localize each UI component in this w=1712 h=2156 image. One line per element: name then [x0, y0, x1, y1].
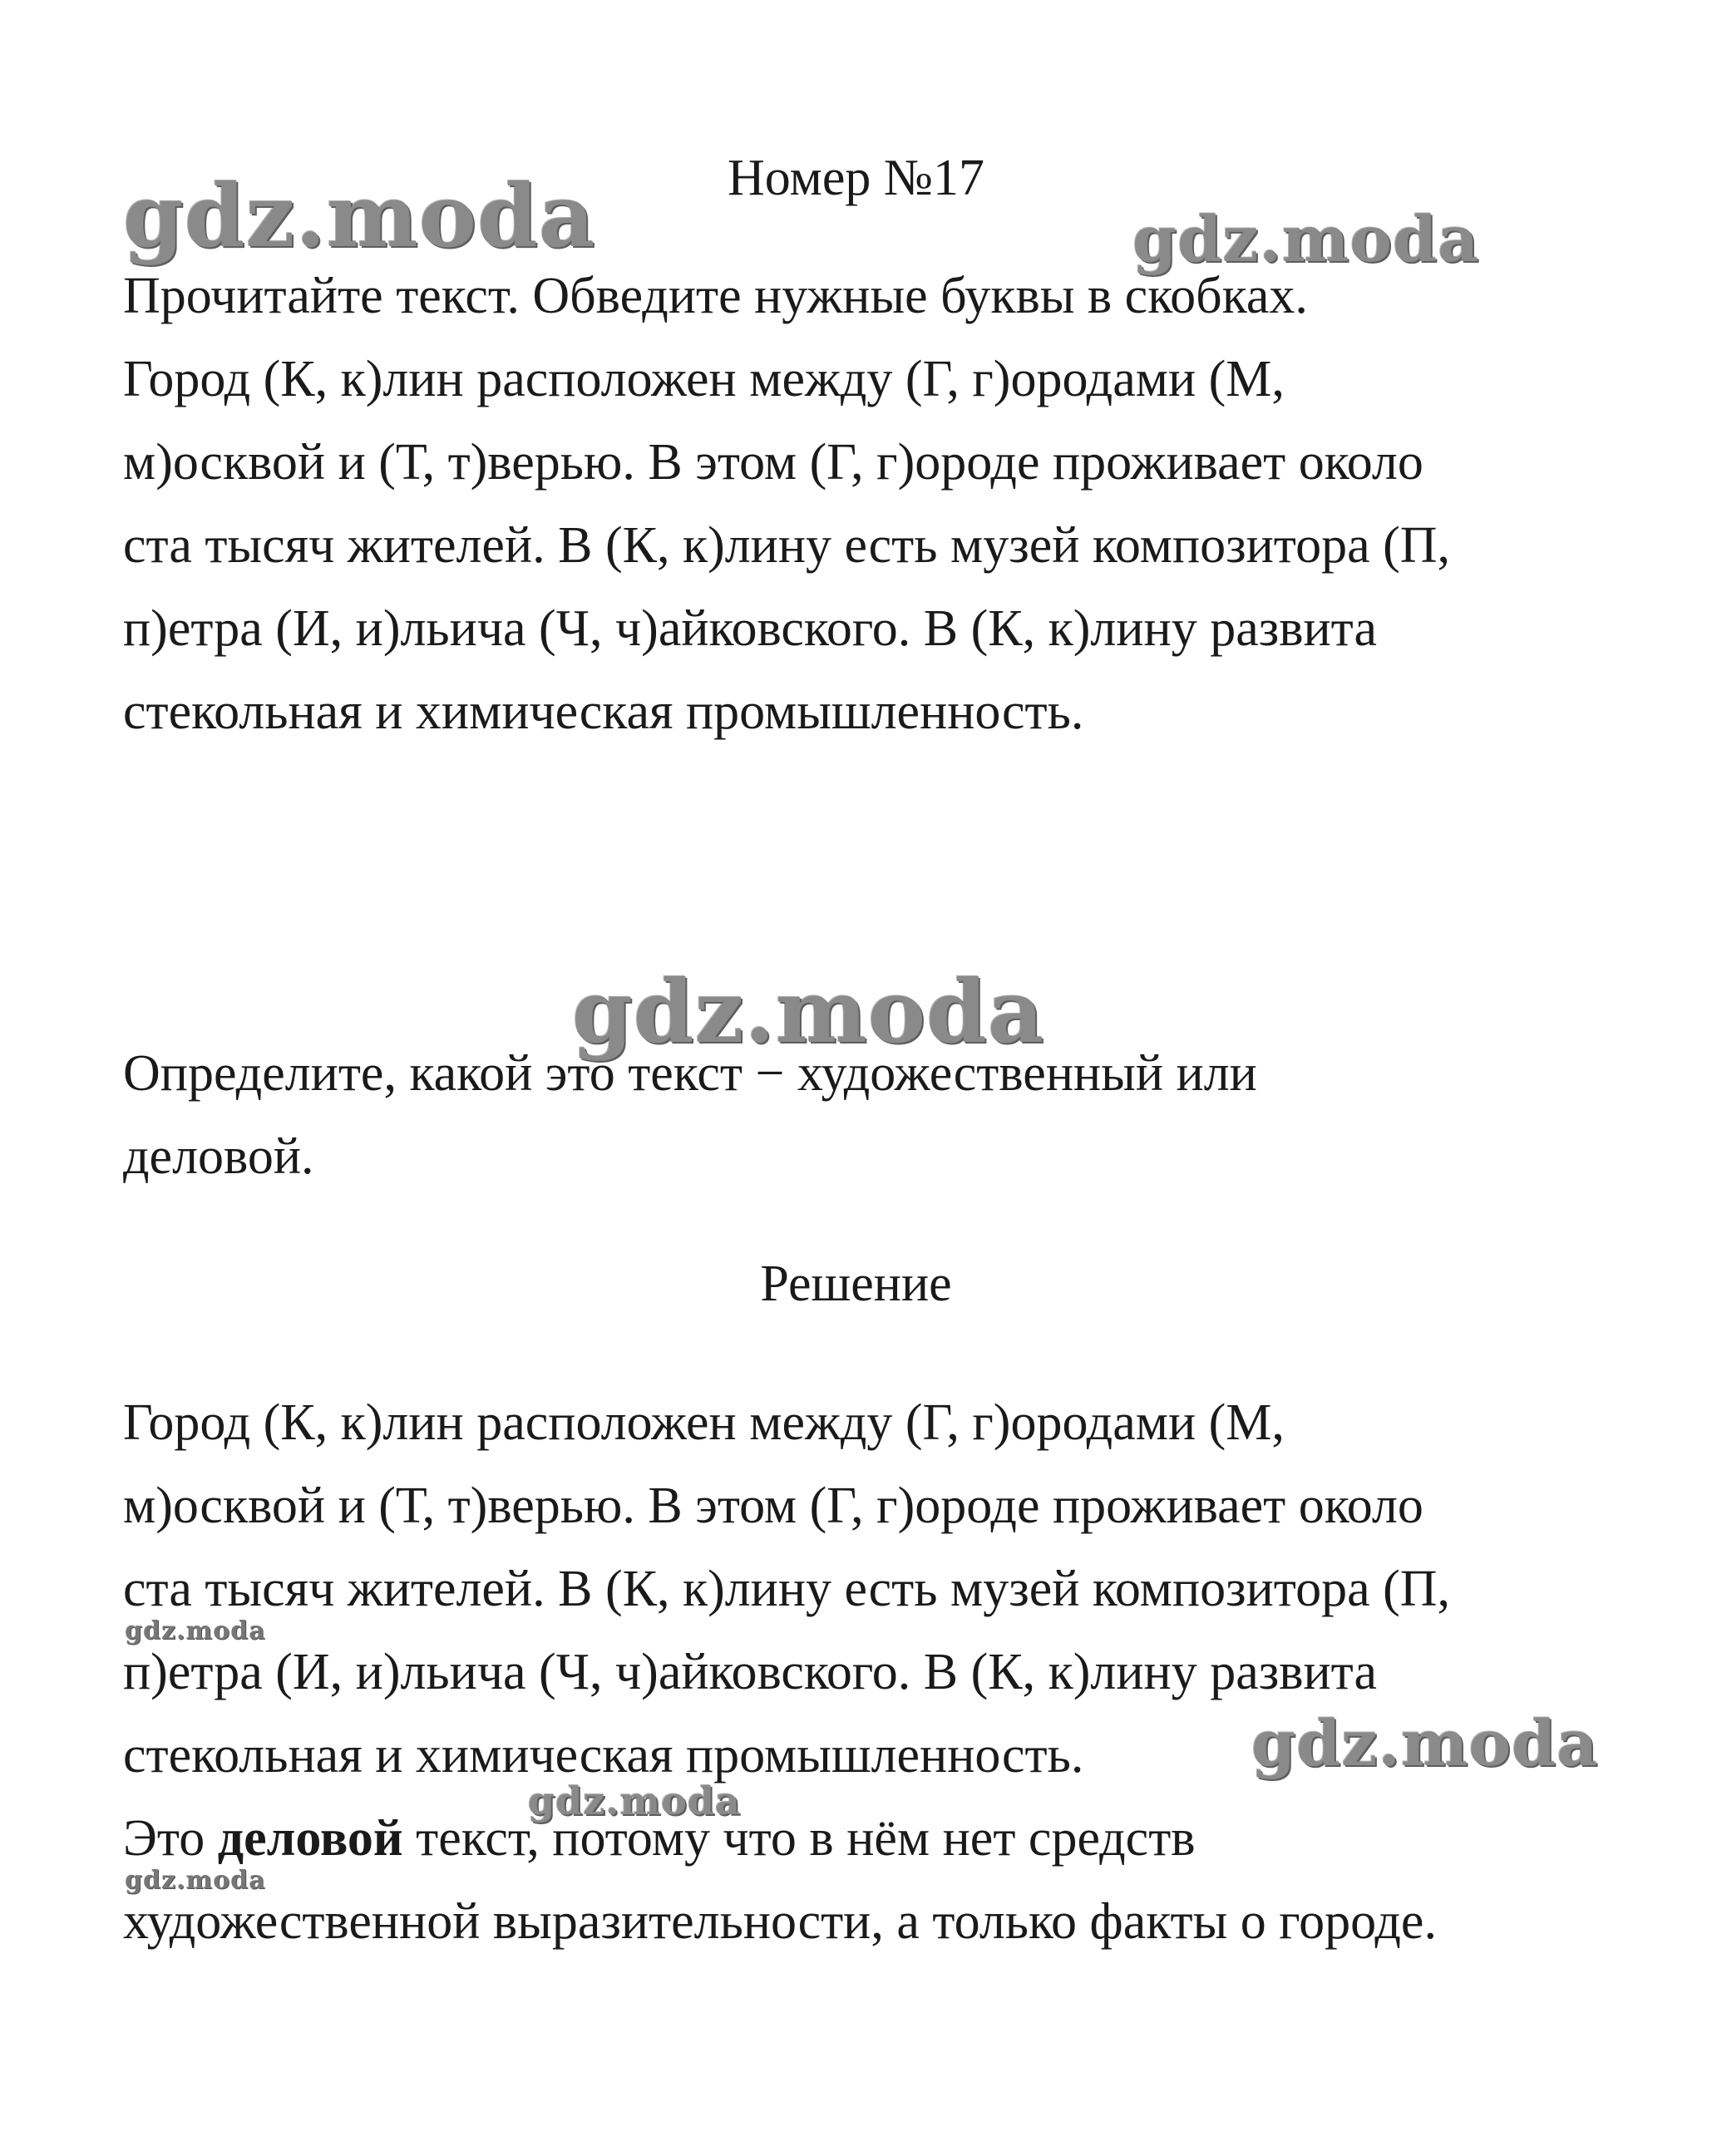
- solution-text-line-1: Город (К, к)лин расположен между (Г, г)ородами (М,: [123, 1394, 1285, 1451]
- watermark-small-1: gdz.moda: [125, 1616, 266, 1645]
- task-text-line-1: Город (К, к)лин расположен между (Г, г)ородами (М,: [123, 351, 1285, 407]
- solution-text-line-3: ста тысяч жителей. В (К, к)лину есть музей композитора (П,: [123, 1561, 1451, 1617]
- answer-suffix: текст, потому что в нём нет средств: [402, 1810, 1196, 1867]
- answer-line-2: художественной выразительности, а только факты о городе.: [123, 1893, 1437, 1950]
- watermark-small-2: gdz.moda: [125, 1866, 266, 1895]
- task-text-line-2: м)осквой и (Т, т)верью. В этом (Г, г)ороде проживает около: [123, 434, 1423, 491]
- watermark-bottom-right: gdz.moda: [1251, 1706, 1599, 1780]
- solution-text-line-4: п)етра (И, и)льича (Ч, ч)айковского. В (К, к)лину развита: [123, 1644, 1378, 1700]
- watermark-bottom-middle: gdz.moda: [528, 1779, 741, 1823]
- solution-text-line-2: м)осквой и (Т, т)верью. В этом (Г, г)ороде проживает около: [123, 1478, 1423, 1534]
- solution-heading: Решение: [760, 1256, 952, 1312]
- answer-bold-word: деловой: [217, 1810, 403, 1867]
- task-instruction: Прочитайте текст. Обведите нужные буквы в скобках.: [123, 268, 1308, 324]
- watermark-top-left: gdz.moda: [123, 165, 596, 267]
- task-text-line-5: стекольная и химическая промышленность.: [123, 683, 1084, 740]
- watermark-middle: gdz.moda: [572, 960, 1045, 1063]
- task-question-line-2: деловой.: [123, 1128, 314, 1185]
- task-text-line-4: п)етра (И, и)льича (Ч, ч)айковского. В (К, к)лину развита: [123, 600, 1378, 657]
- task-question-line-1: Определите, какой это текст − художественный или: [123, 1045, 1257, 1102]
- task-text-line-3: ста тысяч жителей. В (К, к)лину есть музей композитора (П,: [123, 517, 1451, 574]
- answer-line-1: [123, 1808, 1196, 1868]
- page-title: Номер №17: [727, 150, 984, 206]
- watermark-top-right: gdz.moda: [1132, 202, 1480, 276]
- solution-text-line-5: стекольная и химическая промышленность.: [123, 1727, 1084, 1784]
- answer-prefix: Это: [123, 1810, 218, 1867]
